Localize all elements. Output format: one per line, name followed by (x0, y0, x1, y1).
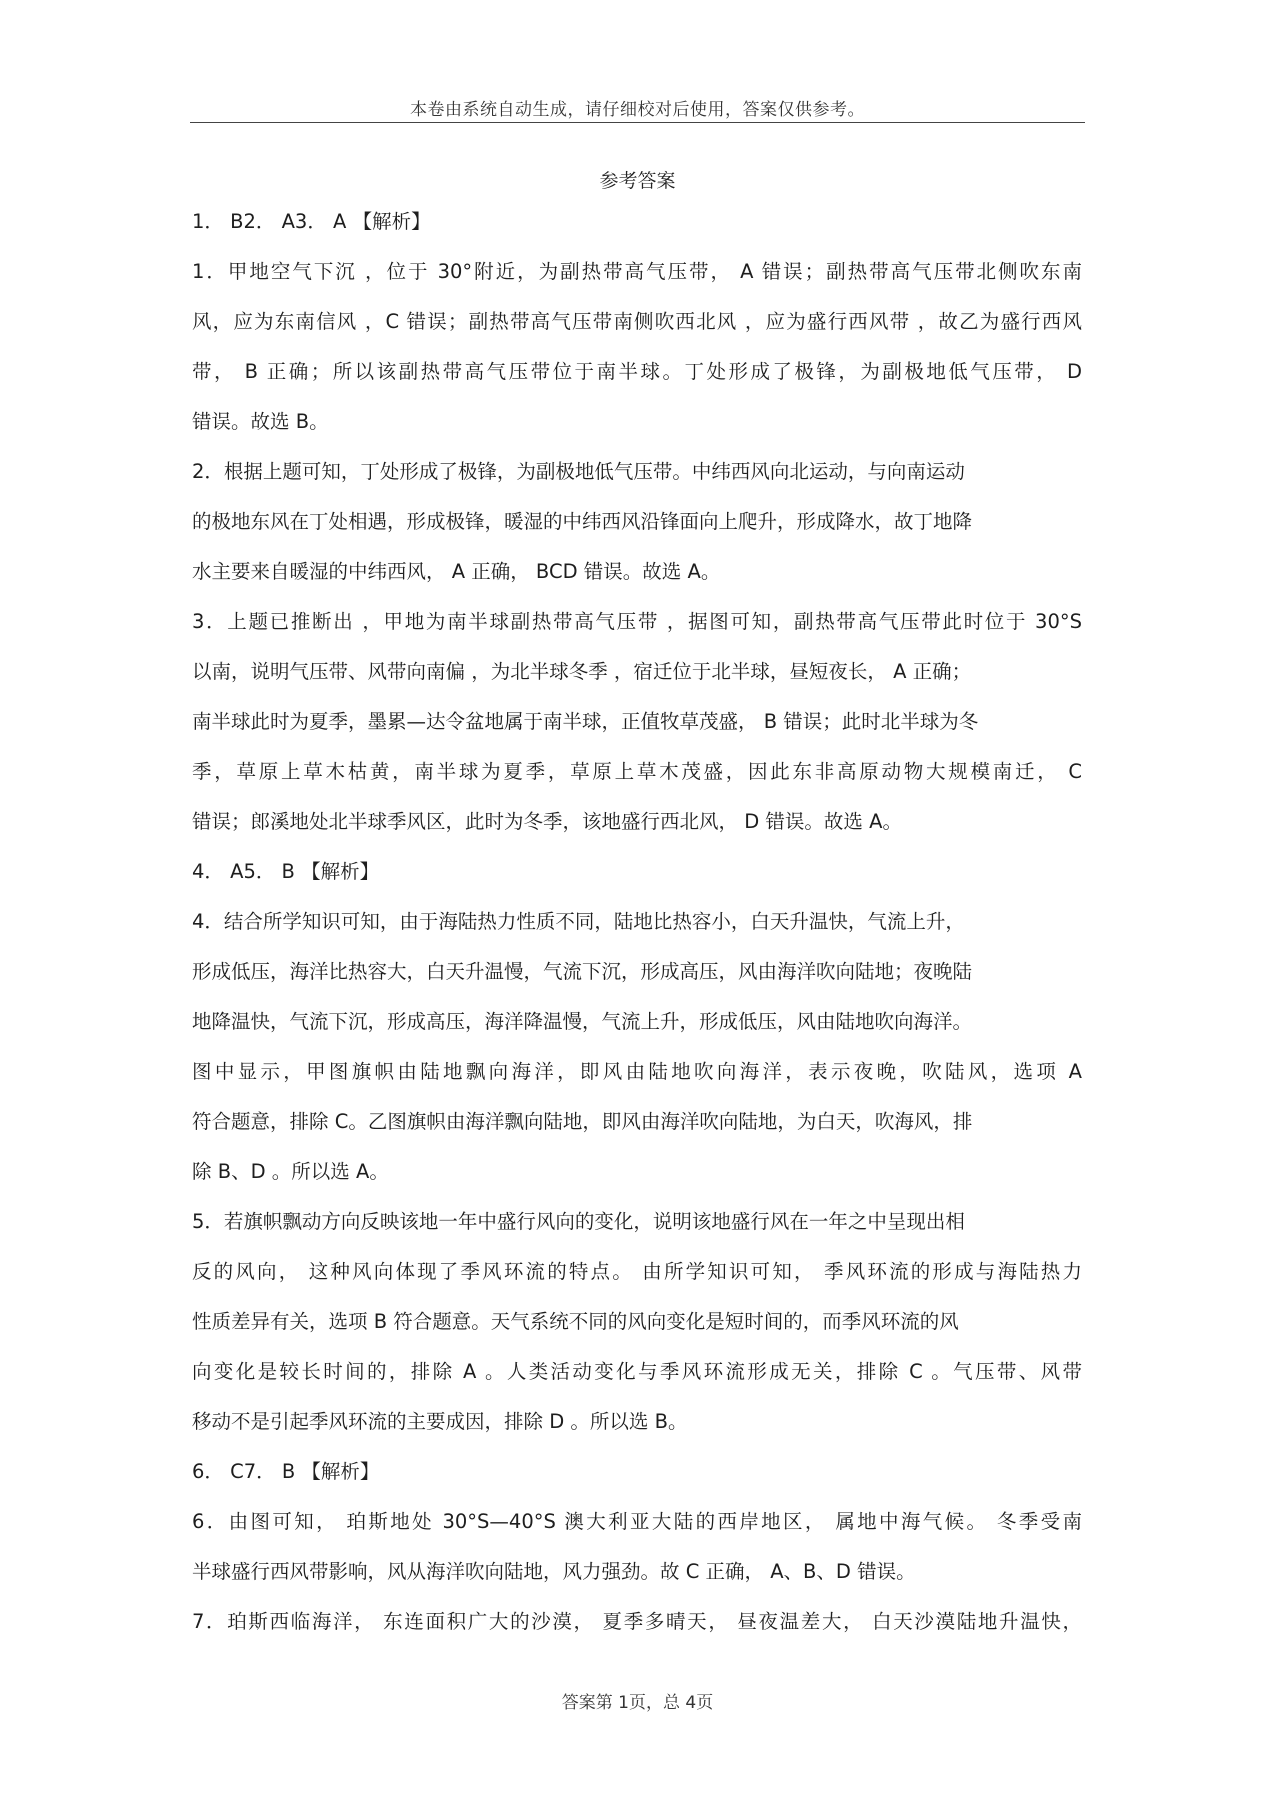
text-line: 6．由图可知， 珀斯地处 30°S—40°S 澳大利亚大陆的西岸地区， 属地中海气候。 冬季受南 (192, 1510, 1082, 1533)
text-line-heading: 4． A5． B 【解析】 (192, 860, 380, 883)
text-line-heading: 6． C7． B 【解析】 (192, 1460, 380, 1483)
text-line: 错误；郎溪地处北半球季风区，此时为冬季，该地盛行西北风， D 错误。故选 A。 (192, 810, 902, 833)
text-line: 向变化是较长时间的，排除 A 。人类活动变化与季风环流形成无关，排除 C 。气压带、风带 (192, 1360, 1082, 1383)
text-line: 南半球此时为夏季，墨累—达令盆地属于南半球，正值牧草茂盛， B 错误；此时北半球为冬 (192, 710, 979, 733)
text-line: 半球盛行西风带影响，风从海洋吹向陆地，风力强劲。故 C 正确， A、B、D 错误。 (192, 1560, 916, 1583)
text-line: 的极地东风在丁处相遇，形成极锋，暖湿的中纬西风沿锋面向上爬升，形成降水，故丁地降 (192, 510, 973, 533)
text-line: 错误。故选 B。 (192, 410, 329, 433)
text-line: 7．珀斯西临海洋， 东连面积广大的沙漠， 夏季多晴天， 昼夜温差大， 白天沙漠陆地升温快， (192, 1610, 1082, 1633)
text-line: 水主要来自暖湿的中纬西风， A 正确， BCD 错误。故选 A。 (192, 560, 721, 583)
text-line: 风，应为东南信风 ，C 错误；副热带高气压带南侧吹西北风 ，应为盛行西风带 ，故乙为盛行西风 (192, 310, 1082, 333)
text-line: 性质差异有关，选项 B 符合题意。天气系统不同的风向变化是短时间的，而季风环流的风 (192, 1310, 959, 1333)
text-line: 以南，说明气压带、风带向南偏 ，为北半球冬季 ，宿迁位于北半球，昼短夜长， A 正确； (192, 660, 972, 683)
page-footer: 答案第 1页，总 4页 (561, 1693, 714, 1713)
header-divider (190, 122, 1085, 123)
text-line: 图中显示，甲图旗帜由陆地飘向海洋，即风由陆地吹向海洋，表示夜晚，吹陆风，选项 A (192, 1060, 1082, 1083)
text-line: 移动不是引起季风环流的主要成因，排除 D 。所以选 B。 (192, 1410, 688, 1433)
text-line-heading: 1． B2． A3． A 【解析】 (192, 210, 431, 233)
text-line: 带， B 正确；所以该副热带高气压带位于南半球。丁处形成了极锋，为副极地低气压带， D (192, 360, 1082, 383)
page-header-notice: 本卷由系统自动生成，请仔细校对后使用，答案仅供参考。 (410, 100, 865, 120)
text-line: 反的风向， 这种风向体现了季风环流的特点。 由所学知识可知， 季风环流的形成与海陆热力 (192, 1260, 1082, 1283)
text-line: 5．若旗帜飘动方向反映该地一年中盛行风向的变化，说明该地盛行风在一年之中呈现出相 (192, 1210, 965, 1233)
document-title: 参考答案 (599, 170, 676, 192)
text-line: 形成低压，海洋比热容大，白天升温慢，气流下沉，形成高压，风由海洋吹向陆地；夜晚陆 (192, 960, 973, 983)
text-line: 3．上题已推断出 ，甲地为南半球副热带高气压带 ，据图可知，副热带高气压带此时位于 30°S (192, 610, 1082, 633)
text-line: 1．甲地空气下沉 ，位于 30°附近，为副热带高气压带， A 错误；副热带高气压带北侧吹东南 (192, 260, 1082, 283)
text-line: 4．结合所学知识可知，由于海陆热力性质不同，陆地比热容小，白天升温快，气流上升， (192, 910, 965, 933)
text-line: 2．根据上题可知，丁处形成了极锋，为副极地低气压带。中纬西风向北运动，与向南运动 (192, 460, 965, 483)
text-line: 地降温快，气流下沉，形成高压，海洋降温慢，气流上升，形成低压，风由陆地吹向海洋。 (192, 1010, 973, 1033)
text-line: 符合题意，排除 C。乙图旗帜由海洋飘向陆地，即风由海洋吹向陆地，为白天，吹海风，排 (192, 1110, 973, 1133)
text-line: 季，草原上草木枯黄，南半球为夏季，草原上草木茂盛，因此东非高原动物大规模南迁， C (192, 760, 1082, 783)
text-line: 除 B、D 。所以选 A。 (192, 1160, 389, 1183)
